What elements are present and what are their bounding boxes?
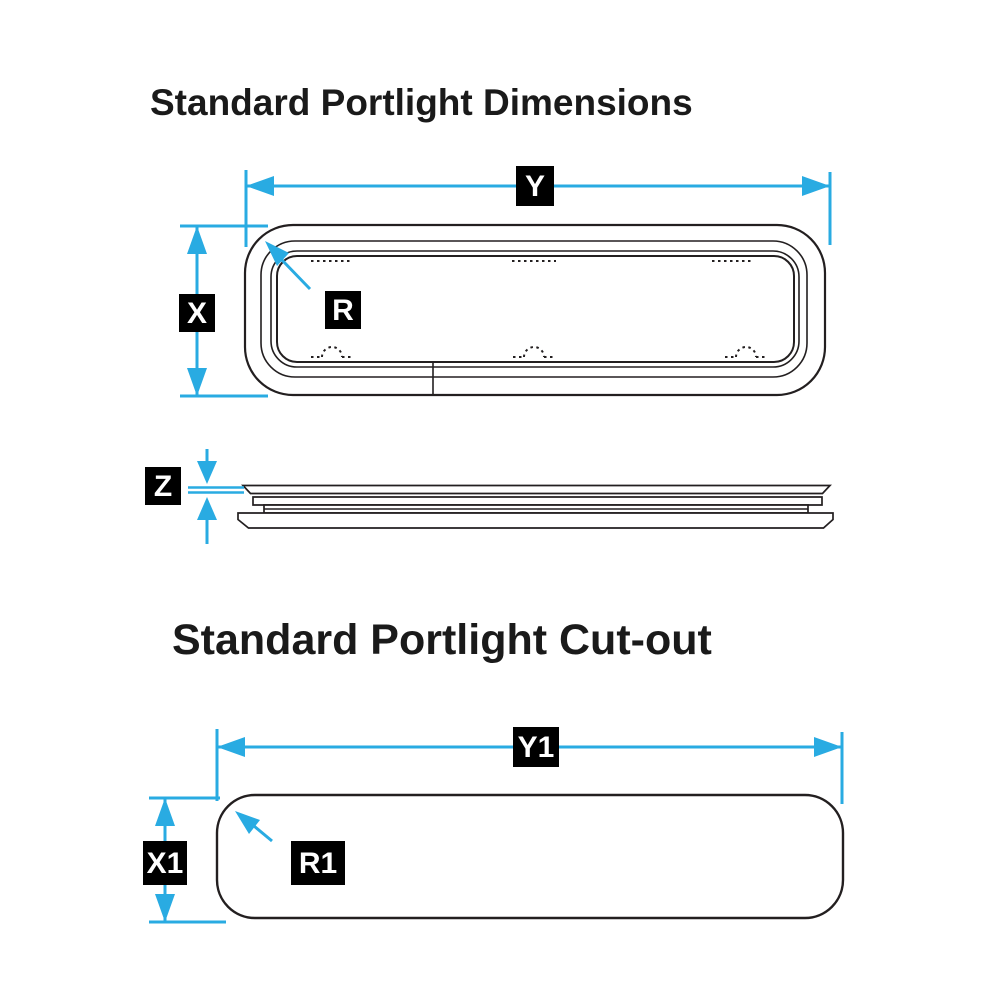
x-dimension bbox=[179, 226, 268, 396]
z-label: Z bbox=[153, 470, 173, 503]
x-arrowhead-down-icon bbox=[187, 368, 207, 396]
r1-arrow-line bbox=[254, 826, 272, 841]
r-radius-callout bbox=[265, 241, 361, 329]
hinge-mark-bottom-right bbox=[725, 347, 767, 357]
portlight-side-profile bbox=[238, 486, 833, 529]
y1-dimension bbox=[217, 727, 842, 804]
y-arrowhead-left-icon bbox=[246, 176, 274, 196]
y-dimension bbox=[246, 166, 830, 247]
z-arrowhead-down-icon bbox=[197, 461, 217, 484]
z-dimension bbox=[145, 449, 244, 544]
r1-label: R1 bbox=[298, 847, 338, 880]
r1-radius-callout bbox=[235, 811, 345, 885]
section-title-dimensions: Standard Portlight Dimensions bbox=[150, 82, 693, 123]
profile-bottom-frame bbox=[238, 513, 833, 528]
hinge-mark-bottom-left bbox=[311, 347, 353, 357]
x1-dimension bbox=[143, 798, 226, 922]
y-arrowhead-right-icon bbox=[802, 176, 830, 196]
hinge-mark-bottom-center bbox=[513, 347, 555, 357]
x1-arrowhead-up-icon bbox=[155, 798, 175, 826]
y-label: Y bbox=[524, 170, 546, 203]
r-label: R bbox=[332, 294, 354, 327]
x-label: X bbox=[186, 297, 208, 330]
y1-arrowhead-left-icon bbox=[217, 737, 245, 757]
section-title-cutout: Standard Portlight Cut-out bbox=[172, 616, 712, 664]
y1-arrowhead-right-icon bbox=[814, 737, 842, 757]
r-arrow-line bbox=[281, 259, 310, 289]
z-arrowhead-up-icon bbox=[197, 497, 217, 520]
x-arrowhead-up-icon bbox=[187, 226, 207, 254]
x1-arrowhead-down-icon bbox=[155, 894, 175, 922]
profile-mid-strip bbox=[253, 497, 822, 505]
x1-label: X1 bbox=[146, 847, 184, 880]
y1-label: Y1 bbox=[517, 731, 555, 764]
profile-top-flange bbox=[243, 486, 830, 494]
r1-arrowhead-icon bbox=[235, 811, 260, 834]
